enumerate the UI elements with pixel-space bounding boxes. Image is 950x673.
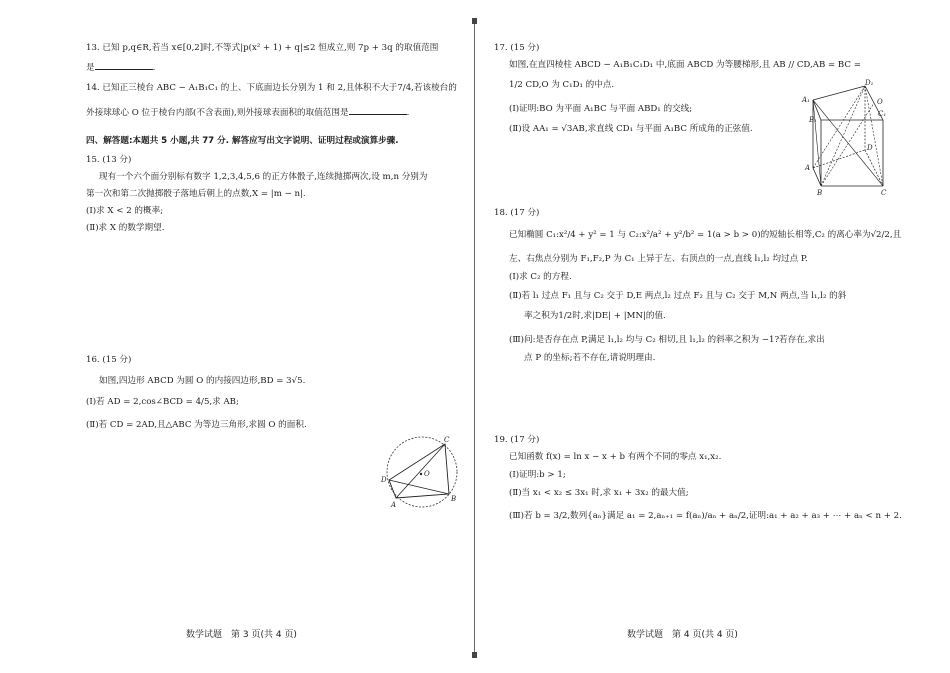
- q18-line2: 左、右焦点分别为 F₁,F₂,P 为 C₁ 上异于左、右顶点的一点,直线 l₁,l₂ 均过点 P.: [509, 254, 808, 264]
- q19-part3: (Ⅲ)若 b = 3/2,数列{aₙ}满足 a₁ = 2,aₙ₊₁ = f(aₙ)/aₙ + aₙ/2,证明:a₁ + a₂ + a₃ + ⋯ + aₙ < n + 2.: [509, 511, 902, 521]
- label-o: O: [424, 470, 430, 478]
- q18-part3a: (Ⅲ)问:是否存在点 P,满足 l₁,l₂ 均与 C₂ 相切,且 l₁,l₂ 的斜率之积为 −1?若存在,求出: [509, 335, 825, 345]
- q14-line1: 14. 已知正三棱台 ABC − A₁B₁C₁ 的上、下底面边长分别为 1 和 2,且体积不大于7/4,若该棱台的: [86, 83, 457, 93]
- q18-heading: 18. (17 分): [494, 208, 540, 218]
- q14-line2-pre: 外接球球心 O 位于棱台内部(不含表面),则外接球表面积的取值范围是: [86, 108, 349, 118]
- q16-line1: 如图,四边形 ABCD 为圆 O 的内接四边形,BD = 3√5.: [99, 376, 306, 386]
- q18-part2a: (Ⅱ)若 l₁ 过点 F₁ 且与 C₂ 交于 D,E 两点,l₂ 过点 F₂ 且与 C₂ 交于 M,N 两点,当 l₁,l₂ 的斜: [509, 291, 847, 301]
- q16-heading: 16. (15 分): [86, 355, 132, 365]
- q14-line2: [86, 105, 409, 120]
- q13-line2-pre: 是: [86, 63, 95, 73]
- q15-line2: 第一次和第二次抛掷骰子落地后朝上的点数,X = |m − n|.: [86, 189, 306, 199]
- q15-line1: 现有一个六个面分别标有数字 1,2,3,4,5,6 的正方体骰子,连续抛掷两次,设 m,n 分别为: [99, 172, 428, 182]
- q13-answer-blank: [95, 60, 153, 70]
- q15-part2: (Ⅱ)求 X 的数学期望.: [86, 223, 165, 233]
- q13-line2: [86, 60, 155, 75]
- q17-part2: (Ⅱ)设 AA₁ = √3AB,求直线 CD₁ 与平面 A₁BC 所成角的正弦值.: [509, 124, 753, 134]
- divider-mark-top: [472, 18, 477, 24]
- divider-mark-bottom: [472, 652, 477, 658]
- q17-prism-figure: [793, 78, 888, 198]
- label-b: B: [817, 189, 823, 197]
- q19-part2: (Ⅱ)当 x₁ < x₂ ≤ 3x₁ 时,求 x₁ + 3x₂ 的最大值;: [509, 488, 689, 498]
- label-b1: B₁: [809, 116, 817, 124]
- footer-page-3: 数学试题 第 3 页(共 4 页): [186, 630, 297, 640]
- diag-b-d1: [821, 86, 865, 186]
- q13-line1: 13. 已知 p,q∈R,若当 x∈[0,2]时,不等式|p(x² + 1) + q|≤2 恒成立,则 7p + 3q 的取值范围: [86, 43, 439, 53]
- q18-line1: 已知椭圆 C₁:x²/4 + y² = 1 与 C₂:x²/a² + y²/b² = 1(a > b > 0)的短轴长相等,C₂ 的离心率为√2/2,且: [509, 230, 902, 240]
- page-divider: [474, 18, 475, 658]
- q19-heading: 19. (17 分): [494, 435, 540, 445]
- q16-part1: (Ⅰ)若 AD = 2,cos∠BCD = 4/5,求 AB;: [86, 397, 239, 407]
- center-o-dot: [420, 473, 422, 475]
- q17-heading: 17. (15 分): [494, 43, 540, 53]
- q15-heading: 15. (13 分): [86, 155, 132, 165]
- q17-line2: 1/2 CD,O 为 C₁D₁ 的中点.: [509, 80, 615, 90]
- q14-line2-post: .: [406, 108, 410, 118]
- label-o: O: [877, 98, 883, 106]
- q14-answer-blank: [349, 105, 407, 115]
- footer-page-4: 数学试题 第 4 页(共 4 页): [627, 630, 738, 640]
- label-b: B: [451, 495, 457, 503]
- q13-line2-post: .: [152, 63, 156, 73]
- right-page: [480, 0, 950, 673]
- edge-d-c: [865, 150, 883, 186]
- label-a: A: [805, 164, 811, 172]
- label-a: A: [391, 501, 397, 509]
- label-a1: A₁: [802, 96, 810, 104]
- diagonal-bd: [389, 480, 449, 494]
- section-heading: 四、解答题:本题共 5 小题,共 77 分. 解答应写出文字说明、证明过程或演算步骤.: [86, 136, 399, 146]
- label-c1: C₁: [878, 110, 887, 118]
- left-page: [0, 0, 470, 673]
- edge-a1-d1: [813, 86, 865, 100]
- diag-a1-b: [813, 100, 821, 186]
- label-d1: D₁: [865, 79, 874, 87]
- q15-part1: (Ⅰ)求 X < 2 的概率;: [86, 206, 164, 216]
- q19-line1: 已知函数 f(x) = ln x − x + b 有两个不同的零点 x₁,x₂.: [509, 452, 722, 462]
- label-d: D: [867, 144, 873, 152]
- label-c: C: [881, 189, 887, 197]
- q16-circle-figure: [374, 432, 464, 512]
- label-c: C: [444, 436, 450, 444]
- q18-part1: (Ⅰ)求 C₂ 的方程.: [509, 272, 572, 282]
- q16-part2: (Ⅱ)若 CD = 2AD,且△ABC 为等边三角形,求圆 O 的面积.: [86, 420, 307, 430]
- quadrilateral-abcd: [389, 444, 449, 498]
- q17-line1: 如图,在直四棱柱 ABCD − A₁B₁C₁D₁ 中,底面 ABCD 为等腰梯形,且 AB // CD,AB = BC =: [509, 60, 861, 70]
- diag-a1-c: [813, 100, 883, 186]
- q17-part1: (Ⅰ)证明:BO 为平面 A₁BC 与平面 ABD₁ 的交线;: [509, 104, 693, 114]
- label-d: D: [381, 476, 387, 484]
- q19-part1: (Ⅰ)证明:b > 1;: [509, 470, 566, 480]
- q18-part3b: 点 P 的坐标;若不存在,请说明理由.: [524, 353, 656, 363]
- q18-part2b: 率之积为1/2时,求|DE| + |MN|的值.: [524, 311, 666, 321]
